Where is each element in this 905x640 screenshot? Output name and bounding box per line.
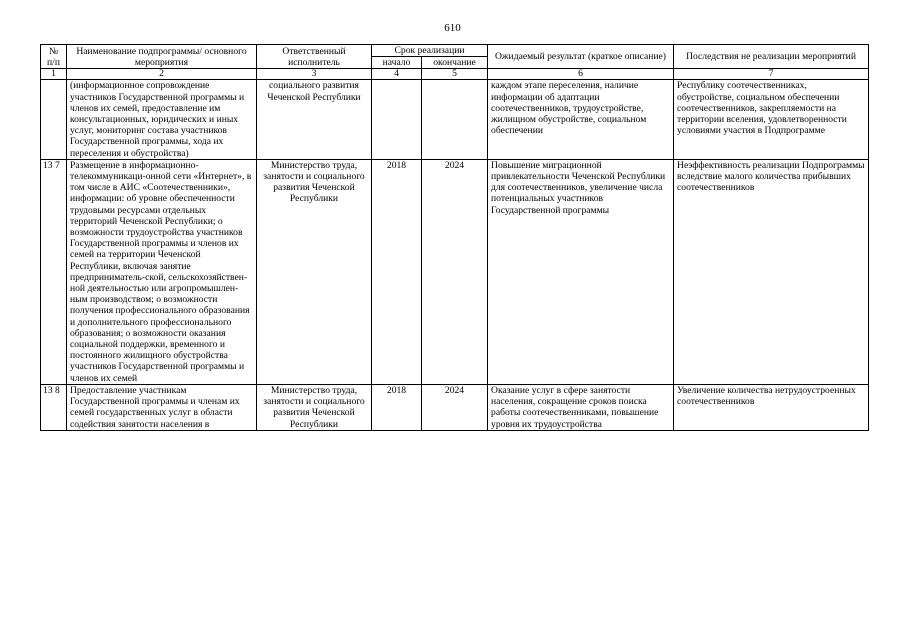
row-consequences: Республику соотечественниках, обустройстве, социальном обеспечении соотечественников, закрепляемости на территории вселения, удовлетворенности условиями участия в Подпрограмме bbox=[674, 80, 869, 159]
column-number: 3 bbox=[257, 69, 372, 80]
header-consequences: Последствия не реализации мероприятий bbox=[674, 45, 869, 69]
row-start: 2018 bbox=[372, 159, 422, 384]
row-start: 2018 bbox=[372, 384, 422, 430]
header-responsible: Ответственный исполнитель bbox=[257, 45, 372, 69]
row-name: Предоставление участникам Государственной программы и членам их семей государственных услуг в области содействия занятости населения в bbox=[67, 384, 257, 430]
header-result: Ожидаемый результат (краткое описание) bbox=[488, 45, 674, 69]
row-end bbox=[422, 80, 488, 159]
row-end: 2024 bbox=[422, 384, 488, 430]
column-number: 6 bbox=[488, 69, 674, 80]
column-number: 7 bbox=[674, 69, 869, 80]
row-responsible: Министерство труда, занятости и социального развития Чеченской Республики bbox=[257, 159, 372, 384]
header-end: окончание bbox=[422, 57, 488, 69]
row-name: Размещение в информационно-телекоммуникаци-онной сети «Интернет», в том числе в АИС «Соотечественники», информации: об уровне обеспеченности трудовыми ресурсами отдельных территорий Чеченской Республики; о возможности трудоустройства участников Государственной программы и членов их семей на территории Чеченской Республики, включая занятие предприниматель-ской, сельскохозяйствен-ной деятельностью или агропромышлен-ным производством; о возможности получения профессионального образования и дополнительного профессионального образования; о возможности оказания социальной поддержки, временного и постоянного жилищного обустройства участников Государственной программы и членов их семей bbox=[67, 159, 257, 384]
row-name: (информационное сопровождение участников Государственной программы и членов их семей, предоставление им консультационных, юридических и иных услуг, мониторинг состава участников Государственной программы, хода их переселения и обустройства) bbox=[67, 80, 257, 159]
table-row bbox=[41, 80, 869, 159]
column-number: 4 bbox=[372, 69, 422, 80]
row-result: каждом этапе переселения, наличие информации об адаптации соотечественников, трудоустройстве, жилищном обустройстве, социальном обеспечении bbox=[488, 80, 674, 159]
row-result: Повышение миграционной привлекательности Чеченской Республики для соотечественников, увеличение числа потенциальных участников Государственной программы bbox=[488, 159, 674, 384]
row-consequences: Увеличение количества нетрудоустроенных соотечественников bbox=[674, 384, 869, 430]
column-number: 2 bbox=[67, 69, 257, 80]
header-num: № п/п bbox=[41, 45, 67, 69]
column-number: 1 bbox=[41, 69, 67, 80]
row-consequences: Неэффективность реализации Подпрограммы вследствие малого количества прибывших соотечественников bbox=[674, 159, 869, 384]
row-end: 2024 bbox=[422, 159, 488, 384]
row-num bbox=[41, 80, 67, 159]
column-numbers-row bbox=[41, 69, 869, 80]
row-start bbox=[372, 80, 422, 159]
header-name: Наименование подпрограммы/ основного мероприятия bbox=[67, 45, 257, 69]
row-num: 13 7 bbox=[41, 159, 67, 384]
column-number: 5 bbox=[422, 69, 488, 80]
table-row bbox=[41, 159, 869, 384]
header-period: Срок реализации bbox=[372, 45, 488, 57]
page-number: 610 bbox=[444, 22, 461, 34]
row-num: 13 8 bbox=[41, 384, 67, 430]
header-start: начало bbox=[372, 57, 422, 69]
row-result: Оказание услуг в сфере занятости населения, сокращение сроков поиска работы соотечественниками, повышение уровня их трудоустройства bbox=[488, 384, 674, 430]
row-responsible: социального развития Чеченской Республики bbox=[257, 80, 372, 159]
row-responsible: Министерство труда, занятости и социального развития Чеченской Республики bbox=[257, 384, 372, 430]
table-row bbox=[41, 384, 869, 430]
measures-table bbox=[40, 44, 869, 431]
